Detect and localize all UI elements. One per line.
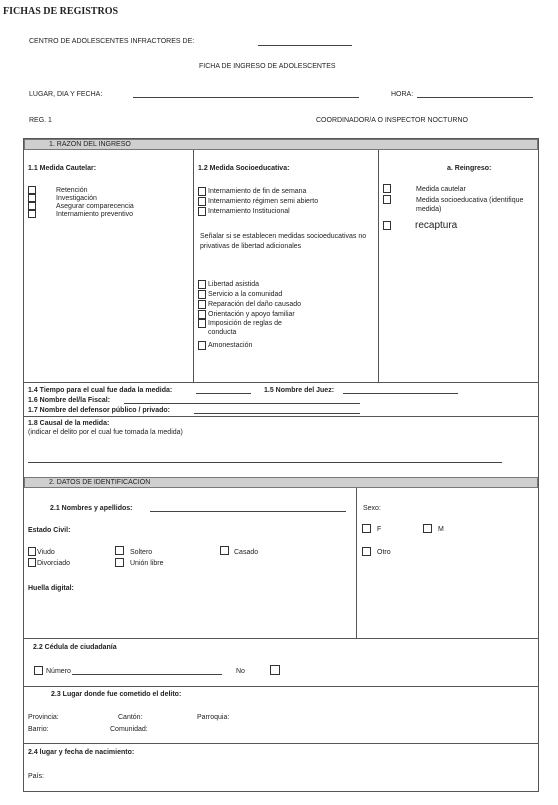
checkbox[interactable] — [383, 195, 391, 204]
civil-option: Casado — [234, 549, 259, 556]
sexo-option: Otro — [377, 549, 391, 556]
causal-label: 1.8 Causal de la medida: — [28, 420, 110, 427]
hora-label: HORA: — [391, 91, 414, 98]
huella-label: Huella digital: — [28, 585, 74, 592]
medida-socio-extra-list — [198, 279, 301, 351]
reingreso-item: Medida cautelar — [416, 186, 466, 193]
medida-socio-note: Señalar si se establecen medidas socioeducativas no privativas de libertad adicionales — [200, 233, 367, 250]
checkbox[interactable] — [28, 547, 36, 556]
reingreso-title: a. Reingreso: — [447, 165, 492, 172]
checkbox-row — [198, 309, 301, 319]
nombres-field[interactable] — [150, 511, 346, 512]
checkbox-label: Reparación del daño causado — [208, 300, 302, 308]
checkbox[interactable] — [423, 524, 432, 533]
checkbox-row — [198, 279, 301, 289]
checkbox-row — [198, 206, 318, 216]
section1-title: 1. RAZON DEL INGRESO — [49, 141, 131, 148]
checkbox[interactable] — [198, 300, 206, 309]
checkbox-label: Orientación y apoyo familiar — [208, 310, 295, 318]
divider — [24, 416, 538, 417]
barrio-label: Barrio: — [28, 726, 49, 733]
recaptura-label: recaptura — [415, 220, 458, 231]
defensor-label: 1.7 Nombre del defensor público / privado: — [28, 407, 170, 414]
divider — [24, 382, 538, 383]
divider — [193, 150, 194, 382]
checkbox[interactable] — [28, 558, 36, 567]
juez-label: 1.5 Nombre del Juez: — [264, 387, 335, 394]
checkbox[interactable] — [362, 547, 371, 556]
checkbox[interactable] — [28, 186, 36, 194]
centro-field[interactable] — [258, 45, 352, 46]
sexo-label: Sexo: — [363, 505, 381, 512]
section2-title: 2. DATOS DE IDENTIFICACION — [49, 479, 151, 486]
reingreso-item: Medida socioeducativa (identifique medida) — [416, 197, 524, 213]
parroquia-label: Parroquia: — [197, 714, 230, 721]
civil-option: Viudo — [37, 549, 55, 556]
checkbox-label: Libertad asistida — [208, 280, 259, 288]
checkbox-row — [198, 319, 301, 339]
reg-label: REG. 1 — [29, 117, 52, 124]
ficha-title: FICHA DE INGRESO DE ADOLESCENTES — [199, 63, 336, 70]
checkbox[interactable] — [198, 290, 206, 299]
pais-label: País: — [28, 773, 44, 780]
checkbox[interactable] — [115, 558, 124, 567]
section1-header — [24, 139, 538, 150]
checkbox[interactable] — [34, 666, 43, 675]
canton-label: Cantón: — [118, 714, 143, 721]
cedula-label: 2.2 Cédula de ciudadanía — [33, 644, 117, 651]
divider — [378, 150, 379, 382]
sexo-option: F — [377, 526, 382, 533]
checkbox[interactable] — [198, 341, 206, 350]
medida-socio-title: 1.2 Medida Socioeducativa: — [198, 165, 290, 172]
checkbox-label: Asegurar comparecencia — [56, 202, 134, 210]
divider — [356, 488, 357, 638]
nombres-label: 2.1 Nombres y apellidos: — [50, 505, 133, 512]
causal-field[interactable] — [28, 462, 502, 463]
checkbox-label: Internamiento régimen semi abierto — [208, 197, 319, 205]
sexo-option: M — [438, 526, 444, 533]
civil-option: Unión libre — [130, 560, 164, 567]
checkbox[interactable] — [28, 194, 36, 202]
checkbox-label: Internamiento Institucional — [208, 207, 290, 215]
fiscal-label: 1.6 Nombre del/la Fiscal: — [28, 397, 111, 404]
medida-cautelar-list — [28, 186, 134, 218]
checkbox[interactable] — [383, 184, 391, 193]
juez-field[interactable] — [343, 393, 458, 394]
provincia-label: Provincia: — [28, 714, 59, 721]
divider — [24, 686, 538, 687]
medida-socio-list — [198, 186, 318, 216]
checkbox[interactable] — [28, 202, 36, 210]
civil-option: Soltero — [130, 549, 153, 556]
comunidad-label: Comunidad: — [110, 726, 148, 733]
estado-civil-label: Estado Civil: — [28, 527, 71, 534]
checkbox-label: Retención — [56, 186, 88, 194]
lugar-field[interactable] — [133, 97, 359, 98]
checkbox-label: Imposición de reglas de conducta — [208, 320, 282, 336]
checkbox-label: Internamiento preventivo — [56, 210, 134, 218]
checkbox-label: Servicio a la comunidad — [208, 290, 283, 298]
checkbox[interactable] — [28, 210, 36, 218]
checkbox-row — [198, 289, 301, 299]
checkbox[interactable] — [270, 665, 280, 675]
checkbox-row — [198, 299, 301, 309]
checkbox-row — [198, 339, 301, 351]
divider — [24, 638, 538, 639]
no-label: No — [236, 668, 245, 675]
checkbox[interactable] — [362, 524, 371, 533]
checkbox[interactable] — [198, 319, 206, 328]
checkbox-row — [28, 210, 134, 218]
checkbox-label: Amonestación — [208, 341, 253, 349]
checkbox[interactable] — [198, 197, 206, 206]
nacimiento-label: 2.4 lugar y fecha de nacimiento: — [28, 749, 135, 756]
checkbox-label: Internamiento de fin de semana — [208, 187, 307, 195]
defensor-field[interactable] — [194, 413, 360, 414]
section2-header — [24, 477, 538, 488]
checkbox[interactable] — [198, 310, 206, 319]
tiempo-field[interactable] — [196, 393, 251, 394]
numero-field[interactable] — [72, 674, 222, 675]
tiempo-label: 1.4 Tiempo para el cual fue dada la medida: — [28, 387, 173, 394]
civil-option: Divorciado — [37, 560, 71, 567]
divider — [24, 743, 538, 744]
fiscal-field[interactable] — [124, 403, 360, 404]
checkbox-label: Investigación — [56, 194, 97, 202]
checkbox[interactable] — [198, 280, 206, 289]
checkbox-row — [198, 196, 318, 206]
checkbox[interactable] — [198, 207, 206, 216]
checkbox[interactable] — [383, 221, 391, 230]
checkbox[interactable] — [115, 546, 124, 555]
coordinador-label: COORDINADOR/A O INSPECTOR NOCTURNO — [316, 117, 468, 124]
numero-label: Número — [46, 668, 71, 675]
checkbox[interactable] — [220, 546, 229, 555]
lugar-delito-label: 2.3 Lugar donde fue cometido el delito: — [51, 691, 182, 698]
hora-field[interactable] — [417, 97, 533, 98]
centro-label: CENTRO DE ADOLESCENTES INFRACTORES DE: — [29, 38, 195, 45]
causal-note: (indicar el delito por el cual fue tomada la medida) — [28, 429, 183, 436]
checkbox[interactable] — [198, 187, 206, 196]
lugar-label: LUGAR, DIA Y FECHA: — [29, 91, 103, 98]
medida-cautelar-title: 1.1 Medida Cautelar: — [28, 165, 97, 172]
page-title: FICHAS DE REGISTROS — [3, 6, 119, 17]
checkbox-row — [198, 186, 318, 196]
